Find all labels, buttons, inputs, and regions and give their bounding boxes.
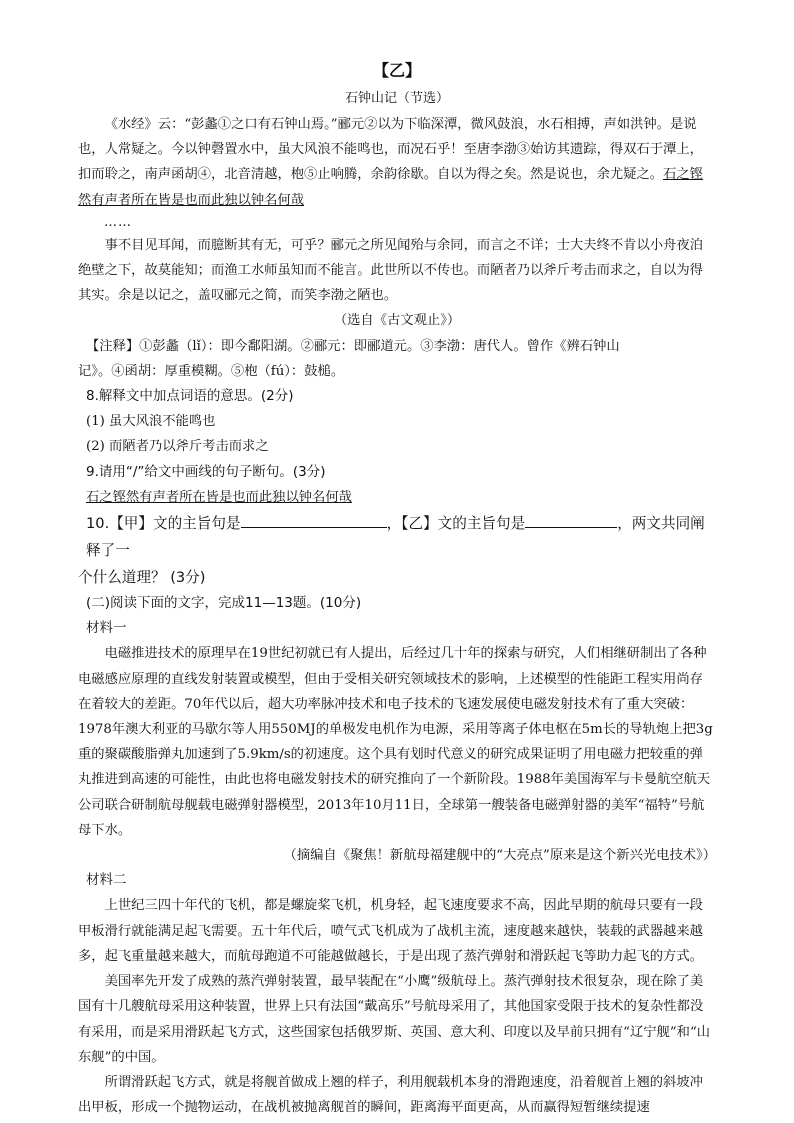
question-9: 9.请用“/”给文中画线的句子断句。(3分) <box>86 463 326 480</box>
material-2-label: 材料二 <box>86 872 127 889</box>
question-10-continued: 个什么道理？ (3分) <box>78 569 206 587</box>
notes-line-1: 【注释】①彭蠡（lǐ）：即今鄱阳湖。②郦元：即郦道元。③李渤：唐代人。曾作《辨石钟山 <box>86 338 620 354</box>
question-8: 8.解释文中加点词语的意思。(2分) <box>86 388 294 405</box>
notes-line-2: 记》。④函胡：厚重模糊。⑤枹（fú）：鼓槌。 <box>78 363 345 379</box>
passage-title: 石钟山记（节选） <box>344 91 449 106</box>
underlined-sentence: 石之铿然有声者所在皆是也而此独以钟名何哉 <box>78 167 703 208</box>
passage-source: （选自《古文观止》） <box>333 313 461 329</box>
section-2-title: (二)阅读下面的文字，完成11—13题。(10分) <box>86 595 362 612</box>
passage-paragraph-2: 事不目见耳闻，而臆断其有无，可乎？郦元之所见闻殆与余同，而言之不详；士大夫终不肯以小舟夜泊绝壁之下，故莫能知；而渔工水师虽知而不能言。此世所以不传也。而陋者乃以斧斤考击而求之，自以为得其实。余是以记之，盖叹郦元之简，而笑李渤之陋也。 <box>78 237 703 304</box>
answer-blank-2[interactable] <box>525 511 617 528</box>
material-2-paragraph-1: 上世纪三四十年代的飞机，都是螺旋桨飞机，机身轻，起飞速度要求不高，因此早期的航母只要有一段甲板滑行就能满足起飞需要。五十年代后，喷气式飞机成为了战机主流，速度越来越快，装载的武器越来越多，起飞重量越来越大，而航母跑道不可能越做越长，于是出现了蒸汽弹射和滑跃起飞等助力起飞的方式。 <box>78 898 703 964</box>
question-8-item-1: (1) 虽大风浪不能鸣也 <box>86 414 216 430</box>
material-1-text: 电磁推进技术的原理早在19世纪初就已有人提出，后经过几十年的探索与研究，人们相继研制出了各种电磁感应原理的直线发射装置或模型，但由于受相关研究领域技术的影响，上述模型的性能距工程实用尚存在着较大的差距。70年代以后，超大功率脉冲技术和电子技术的飞速发展使电磁发射技术有了重大突破：1978年澳大利亚的马歇尔等人用550MJ的单极发电机作为电源，采用等离子体电枢在5m长的导轨炮上把3g重的聚碳酸脂弹丸加速到了5.9km/s的初速度。这个具有划时代意义的研究成果证明了用电磁力把较重的弹丸推进到高速的可能性，由此也将电磁发射技术的研究推向了一个新阶段。1988年美国海军与卡曼航空航天公司联合研制航母舰载电磁弹射器模型，2013年10月11日，全球第一艘装备电磁弹射器的美军“福特”号航母下水。 <box>78 646 713 838</box>
material-2-paragraph-2: 美国率先开发了成熟的蒸汽弹射装置，最早装配在“小鹰”级航母上。蒸汽弹射技术很复杂，现在除了美国有十几艘航母采用这种装置，世界上只有法国“戴高乐”号航母采用了，其他国家受限于技术的复杂性都没有采用，而是采用滑跃起飞方式，这些国家包括俄罗斯、英国、意大利、印度以及早前只拥有“辽宁舰”和“山东舰”的中国。 <box>78 974 711 1065</box>
passage-paragraph-1-text: 《水经》云：“彭蠡①之口有石钟山焉。”郦元②以为下临深潭，微风鼓浪，水石相搏，声如洪钟。是说也，人常疑之。今以钟磬置水中，虽大风浪不能鸣也，而况石乎！至唐李渤③始访其遗踪，得双石于潭上，扣而聆之，南声函胡④，北音清越，枹⑤止响腾，余韵徐歇。自以为得之矣。然是说也，余尤疑之。 <box>78 117 703 183</box>
passage-paragraph-1 <box>78 112 716 213</box>
passage-heading: 【乙】 <box>372 61 421 80</box>
material-1-source: （摘编自《聚焦！新航母福建舰中的“大亮点”原来是这个新兴光电技术》） <box>283 848 716 864</box>
material-2-paragraph-3: 所谓滑跃起飞方式，就是将舰首做成上翘的样子，利用舰载机本身的滑跑速度，沿着舰首上翘的斜坡冲出甲板，形成一个抛物运动，在战机被抛离舰首的瞬间，距离海平面更高，从而赢得短暂继续提速 <box>78 1074 703 1116</box>
question-10-part-b: ，【乙】文的主旨句是 <box>386 515 526 533</box>
question-8-item-2: (2) 而陋者乃以斧斤考击而求之 <box>86 439 269 455</box>
question-10 <box>78 510 716 564</box>
answer-blank-1[interactable] <box>241 511 387 528</box>
question-9-sentence: 石之铿然有声者所在皆是也而此独以钟名何哉 <box>86 489 352 505</box>
ellipsis: …… <box>104 214 132 230</box>
question-10-part-c: ，两文共同阐释了一 <box>86 515 705 560</box>
material-1-label: 材料一 <box>86 620 127 637</box>
question-10-part-a: 10.【甲】文的主旨句是 <box>86 515 241 533</box>
